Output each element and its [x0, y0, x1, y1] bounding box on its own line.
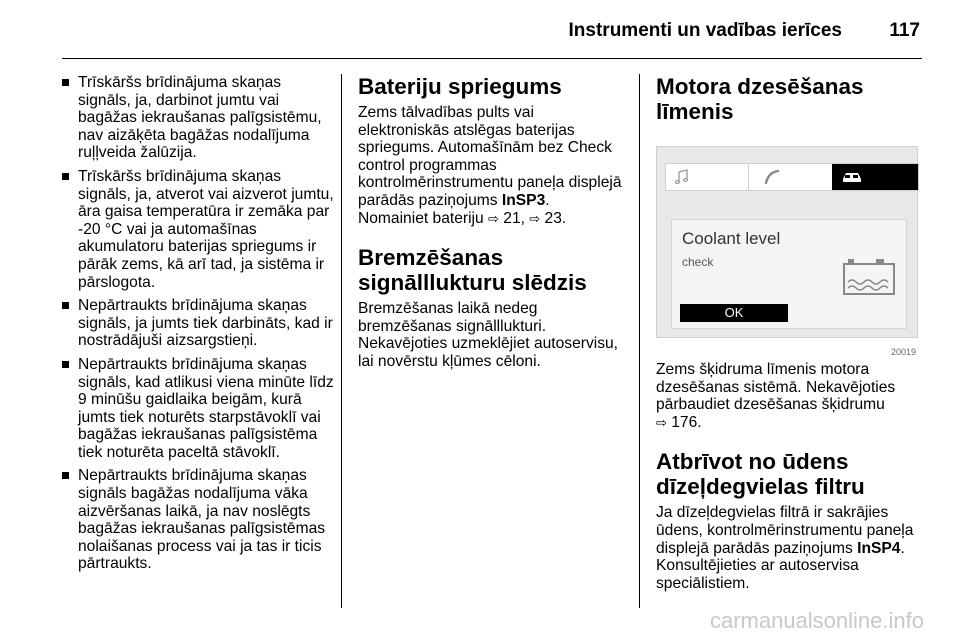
arrow-right-icon: ⇨ [656, 414, 667, 430]
message-panel [671, 219, 907, 329]
display-tab-bar [665, 163, 919, 191]
list-item: Nepārtraukts brīdinājuma skaņas signāls, ja jumts tiek darbināts, kad ir nostrādājuši aizsargstieņi. [62, 297, 334, 350]
page-header [0, 0, 960, 58]
list-item: Nepārtraukts brīdinājuma skaņas signāls, kad atlikusi viena minūte līdz 9 minūšu gaidlaika beigām, kurā jumts tiek noturēts starpstāvoklī vai bagāžas iekraušanas palīgsistēma tiek noturēta paceltā stāvoklī. [62, 356, 334, 462]
battery-paragraph: Zems tālvadības pults vai elektroniskās atslēgas baterijas spriegums. Automašīnām bez Check control programmas kontrolmērinstrumentu paneļa displejā parādās paziņojums InSP3. Nomainiet bateriju ⇨ 21, ⇨ 23. [358, 104, 622, 227]
bullet-square-icon [62, 472, 69, 479]
page-number: 117 [889, 20, 920, 41]
bullet-square-icon [62, 302, 69, 309]
car-icon [840, 168, 864, 186]
page-ref-link[interactable]: 21 [503, 209, 521, 227]
column-2 [358, 74, 624, 371]
coolant-tank-icon [842, 258, 896, 296]
watermark: carmanualsonline.info [709, 608, 924, 633]
bullet-square-icon [62, 79, 69, 86]
list-item: Nepārtraukts brīdinājuma skaņas signāls bagāžas nodalījuma vāka aizvēršanas laikā, ja nav noslēgts bagāžas iekraušanas palīgsistēmas nolaišanas process vai ja tas ir ticis pārtraukts. [62, 467, 334, 573]
tab-vehicle [832, 164, 918, 190]
warning-list [62, 74, 334, 573]
column-1 [62, 74, 334, 579]
heading-diesel-filter: Atbrīvot no ūdens dīzeļdegvielas filtru [656, 449, 865, 500]
list-item: Trīskāršs brīdinājuma skaņas signāls, ja, darbinot jumtu vai bagāžas iekraušanas palīgsistēmu, nav aizāķēta bagāžas nodalījuma ruļļveida žalūzija. [62, 74, 334, 162]
display-message-title: Coolant level [682, 229, 781, 248]
section-title: Instrumenti un vadības ierīces [568, 20, 842, 41]
brake-paragraph: Bremzēšanas laikā nedeg bremzēšanas signālllukturi. Nekavējoties uzmeklējiet autoservisu, lai novērstu kļūmes cēloni. [358, 300, 619, 370]
header-divider [62, 58, 922, 59]
tab-audio [666, 164, 749, 190]
arrow-right-icon: ⇨ [529, 210, 541, 226]
column-divider-1 [341, 74, 342, 608]
page-ref-link[interactable]: 176 [671, 413, 698, 431]
tab-phone [748, 164, 833, 190]
column-divider-2 [639, 74, 640, 608]
diesel-paragraph: Ja dīzeļdegvielas filtrā ir sakrājies ūdens, kontrolmērinstrumentu paneļa displejā parādās paziņojums InSP4. Konsultējieties ar autoservisa speciālistiem. [656, 504, 914, 592]
coolant-paragraph: Zems šķidruma līmenis motora dzesēšanas sistēmā. Nekavējoties pārbaudiet dzesēšanas šķidrumu ⇨ 176. [656, 361, 896, 431]
heading-coolant-level: Motora dzesēšanas līmenis [656, 74, 864, 124]
phone-icon [762, 167, 782, 187]
bullet-square-icon [62, 361, 69, 368]
display-ok-button: OK [680, 304, 788, 322]
message-code: InSP4 [857, 539, 901, 557]
heading-battery-voltage: Bateriju spriegums [358, 74, 562, 99]
arrow-right-icon: ⇨ [488, 210, 499, 226]
heading-brake-light-switch: Bremzēšanas signālllukturu slēdzis [358, 245, 587, 296]
display-message-subtitle: check [682, 255, 714, 269]
display-illustration [656, 146, 922, 356]
instrument-display [656, 146, 918, 338]
bullet-square-icon [62, 173, 69, 180]
message-code: InSP3 [501, 191, 546, 209]
music-note-icon [672, 167, 692, 187]
column-3 [656, 74, 922, 592]
page-ref-link[interactable]: 23 [544, 209, 562, 227]
list-item: Trīskāršs brīdinājuma skaņas signāls, ja, atverot vai aizverot jumtu, āra gaisa temperatūra ir zemāka par -20 °C vai ja automašīnas akumulatoru baterijas spriegums ir pārāk zems, kā arī tad, ja sistēma ir pārslogota. [62, 168, 334, 291]
figure-number: 20019 [890, 347, 916, 357]
